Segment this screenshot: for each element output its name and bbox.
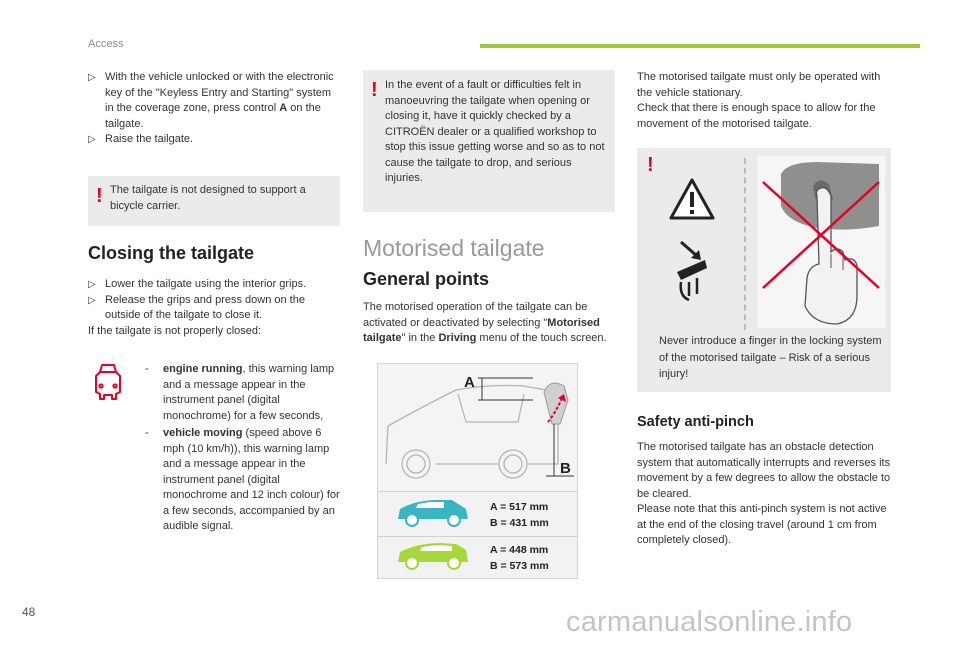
closing-note: If the tailgate is not properly closed: xyxy=(88,324,262,337)
bullet-icon: ▷ xyxy=(88,134,96,145)
car-profile-illustration xyxy=(378,364,577,489)
watermark: carmanualsonline.info xyxy=(566,606,853,638)
closing-step-2: ▷ Release the grips and press down on the outside of the tailgate to close it. xyxy=(88,293,305,321)
general-points-text: The motorised operation of the tailgate can be activated or deactivated by selecting "Motorised tailgate" in the Driving menu of the touch screen. xyxy=(363,301,607,344)
bicycle-warning-box xyxy=(88,176,340,226)
bullet-icon: ▷ xyxy=(88,279,96,290)
icon-separator xyxy=(744,158,746,330)
opening-step-2: ▷ Raise the tailgate. xyxy=(88,132,338,148)
finger-warning-caption: Never introduce a finger in the locking system of the motorised tailgate – Risk of a serious injury! xyxy=(659,335,882,380)
finger-warning-box xyxy=(637,148,891,392)
opening-steps xyxy=(88,70,338,148)
closing-title: Closing the tailgate xyxy=(88,243,255,263)
diagram-label-a: A xyxy=(464,374,475,391)
bicycle-warning-text: The tailgate is not designed to support a bicycle carrier. xyxy=(110,184,306,212)
safety-anti-pinch-title: Safety anti-pinch xyxy=(637,414,754,430)
finger-pinch-hazard-icon xyxy=(667,176,717,306)
diagram-label-b: B xyxy=(560,460,571,477)
fault-warning-text: In the event of a fault or difficulties felt in manoeuvring the tailgate when opening or closing it, have it quickly checked by a CITROËN dealer or a qualified workshop to stop this issue getting worse and so as to not cause the tailgate to drop, and serious injuries. xyxy=(385,79,605,184)
anti-pinch-text: The motorised tailgate has an obstacle detection system that automatically interrupts and reverses its movement by a few degrees to allow the obstacle to be cleared. Please note that this anti-pinch system is not active at the end of the closing travel (around 1 cm from completely closed). xyxy=(637,441,891,546)
car-variant-1-illustration xyxy=(394,497,472,529)
bullet-icon: ▷ xyxy=(88,72,96,83)
closing-step-1: ▷ Lower the tailgate using the interior grips. xyxy=(88,277,338,293)
hand-in-lock-crossed-illustration xyxy=(757,156,885,328)
page-number: 48 xyxy=(22,605,36,619)
motorised-tailgate-title: Motorised tailgate xyxy=(363,235,545,261)
warning-exclamation-icon: ! xyxy=(647,154,654,176)
variant-1-dimensions: A = 517 mm B = 431 mm xyxy=(490,501,549,529)
bullet-icon: ▷ xyxy=(88,294,96,306)
condition-engine-running: - engine running, this warning lamp and a message appear in the instrument panel (digital monochrome) for a few seconds, xyxy=(145,363,335,422)
closing-steps xyxy=(88,277,338,339)
warning-conditions-list xyxy=(145,362,345,537)
stationary-instruction-text: The motorised tailgate must only be operated with the vehicle stationary. Check that there is enough space to allow for the movement of the motorised tailgate. xyxy=(637,71,881,130)
warning-exclamation-icon: ! xyxy=(96,185,103,207)
section-header: Access xyxy=(88,38,124,50)
tailgate-open-warning-lamp-icon xyxy=(90,362,126,404)
section-accent-bar xyxy=(480,44,920,48)
variant-2-dimensions: A = 448 mm B = 573 mm xyxy=(490,544,549,572)
tailgate-dimension-diagram xyxy=(377,363,578,579)
fault-warning-box xyxy=(363,70,615,212)
opening-step-1: ▷ With the vehicle unlocked or with the electronic key of the "Keyless Entry and Starting" system in the coverage zone, press control A on the tailgate. xyxy=(88,71,334,130)
general-points-title: General points xyxy=(363,269,490,289)
warning-exclamation-icon: ! xyxy=(371,79,378,101)
car-variant-2-illustration xyxy=(394,540,472,572)
condition-vehicle-moving: - vehicle moving (speed above 6 mph (10 km/h)), this warning lamp and a message appear in the instrument panel (digital monochrome and 12 inch colour) for a few seconds, accompanied by an audible signal. xyxy=(145,427,340,532)
